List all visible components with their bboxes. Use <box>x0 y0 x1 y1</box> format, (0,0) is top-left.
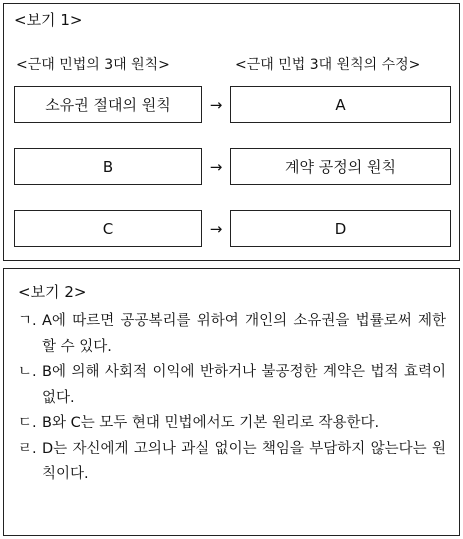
statement-item <box>18 309 446 360</box>
statement-text: A에 따르면 공공복리를 위하여 개인의 소유권을 법률로써 제한할 수 있다. <box>42 313 446 355</box>
statement-text: B에 의해 사회적 이익에 반하거나 불공정한 계약은 법적 효력이 없다. <box>42 364 446 406</box>
statement-item <box>18 437 446 488</box>
principle-box-3: C <box>14 210 202 247</box>
example-2-title: <보기 2> <box>18 283 87 301</box>
statement-marker: ㄹ. <box>18 440 37 457</box>
modified-principle-box-2: 계약 공정의 원칙 <box>230 148 451 185</box>
arrow-right-icon: → <box>209 219 223 238</box>
example-1-title: <보기 1> <box>14 11 83 29</box>
modified-principle-box-3: D <box>230 210 451 247</box>
principle-box-2: B <box>14 148 202 185</box>
statement-text: D는 자신에게 고의나 과실 없이는 책임을 부담하지 않는다는 원칙이다. <box>42 440 446 482</box>
arrow-right-icon: → <box>209 95 223 114</box>
statement-list <box>18 309 446 488</box>
example-box-1 <box>3 3 460 261</box>
statement-item <box>18 411 446 437</box>
modified-principle-box-1: A <box>230 86 451 123</box>
statement-marker: ㄱ. <box>18 313 37 329</box>
example-box-2 <box>3 268 460 536</box>
statement-marker: ㄷ. <box>18 415 37 431</box>
arrow-right-icon: → <box>209 157 223 176</box>
statement-marker: ㄴ. <box>18 364 37 380</box>
principles-header: <근대 민법의 3대 원칙> <box>16 57 170 73</box>
modified-principles-header: <근대 민법 3대 원칙의 수정> <box>235 57 421 73</box>
principle-box-1: 소유권 절대의 원칙 <box>14 86 202 123</box>
statement-item <box>18 360 446 411</box>
statement-text: B와 C는 모두 현대 민법에서도 기본 원리로 작용한다. <box>42 415 380 431</box>
